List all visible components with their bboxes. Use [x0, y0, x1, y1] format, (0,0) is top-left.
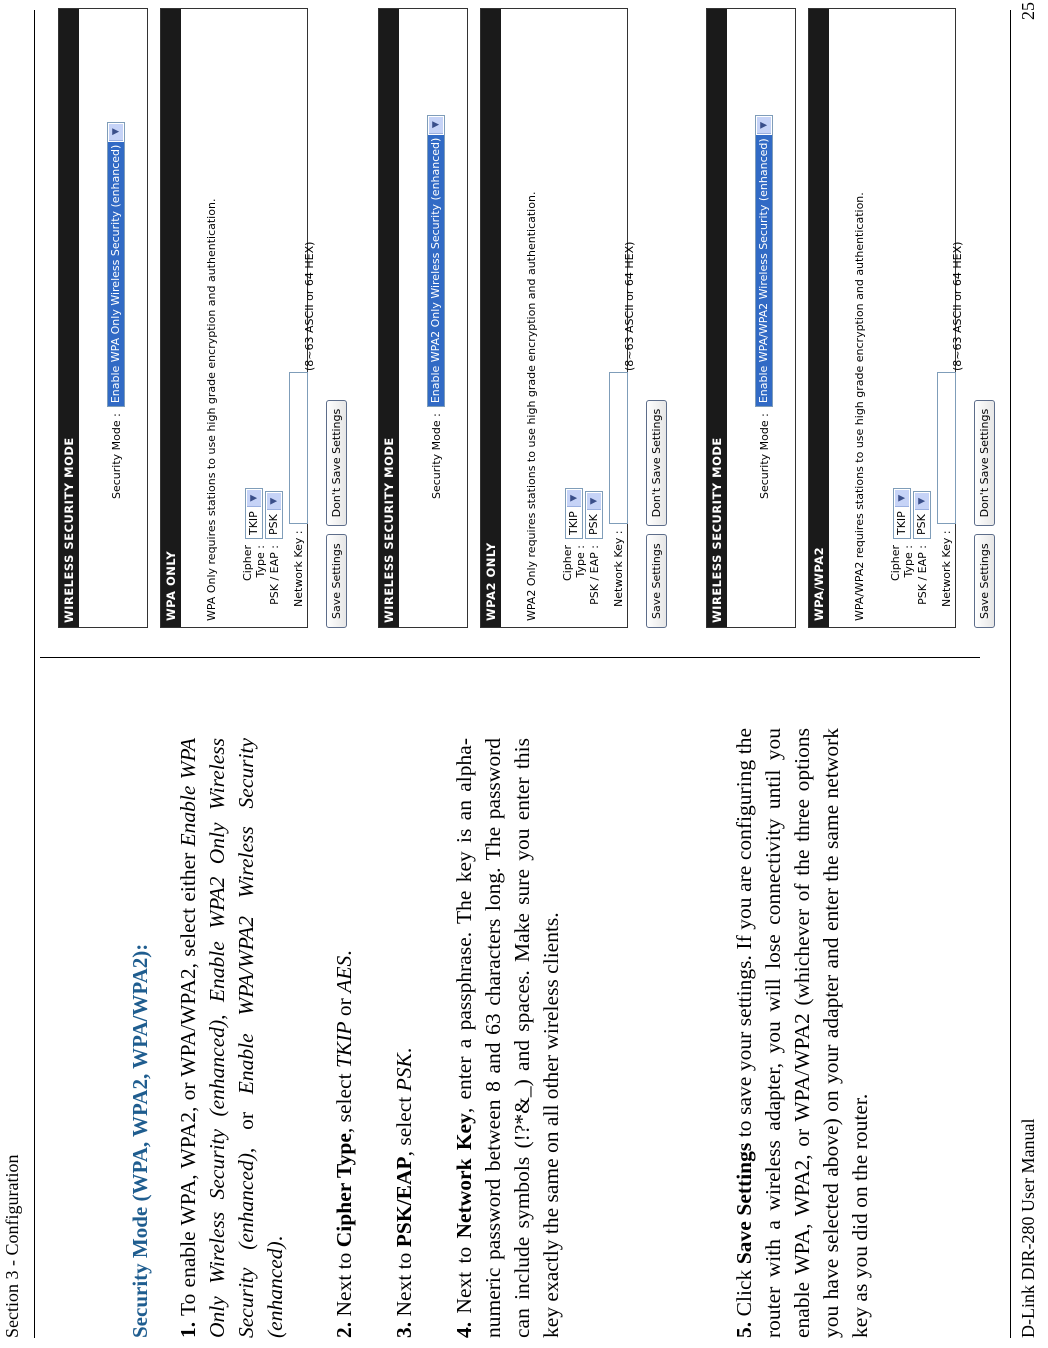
dont-save-settings-button[interactable]: Don't Save Settings — [646, 400, 667, 527]
step-1 — [174, 738, 290, 1338]
cipher-label: Cipher Type : — [889, 545, 915, 581]
wireless-security-mode-panel — [378, 8, 468, 628]
option-text: TKIP — [332, 1021, 356, 1069]
step-number: 1. — [176, 1321, 200, 1338]
psk-label: PSK / EAP : — [267, 545, 281, 605]
mode-description: WPA2 Only requires stations to use high grade encryption and authentication. — [525, 191, 538, 621]
step-number: 5. — [732, 1321, 756, 1338]
step-text: , select — [332, 1068, 356, 1134]
step-3 — [390, 738, 419, 1338]
panel-title: WIRELESS SECURITY MODE — [59, 9, 79, 627]
field-name: Cipher Type — [332, 1133, 356, 1248]
panel-title: WPA/WPA2 — [809, 9, 829, 627]
dont-save-settings-button[interactable]: Don't Save Settings — [974, 400, 995, 527]
panel-title: WIRELESS SECURITY MODE — [707, 9, 727, 627]
security-mode-row — [107, 122, 125, 499]
save-settings-button[interactable]: Save Settings — [646, 534, 667, 628]
psk-select[interactable] — [585, 491, 603, 539]
cipher-row — [889, 488, 915, 607]
step-text: Next to — [452, 1238, 476, 1314]
cipher-select[interactable] — [565, 488, 583, 539]
step-text: or — [332, 992, 356, 1022]
panel-title: WIRELESS SECURITY MODE — [379, 9, 399, 627]
chevron-down-icon: ▼ — [429, 117, 443, 134]
panel-title: WPA ONLY — [161, 9, 181, 627]
field-name: Save Settings — [732, 1142, 756, 1265]
key-hint: (8~63 ASCII or 64 HEX) — [623, 241, 636, 371]
footer-manual: D-Link DIR-280 User Manual — [1018, 1118, 1038, 1338]
step-5 — [730, 728, 875, 1338]
security-mode-value: Enable WPA2 Only Wireless Security (enhanced) — [428, 135, 444, 406]
option-text: AES — [332, 955, 356, 993]
section-title: Security Mode (WPA, WPA2, WPA/WPA2): — [128, 943, 152, 1338]
step-text: To enable WPA, WPA2, or WPA/WPA2, select either — [176, 846, 200, 1317]
cipher-value: TKIP — [247, 511, 260, 535]
button-row — [326, 400, 347, 628]
step-text: , — [205, 1002, 229, 1020]
cipher-label: Cipher Type : — [561, 545, 587, 581]
wireless-security-mode-panel — [706, 8, 796, 628]
dont-save-settings-button[interactable]: Don't Save Settings — [326, 400, 347, 527]
psk-value: PSK — [915, 514, 928, 535]
cipher-value: TKIP — [567, 511, 580, 535]
wpa-settings-panel — [160, 8, 316, 628]
step-text: . — [332, 950, 356, 956]
cipher-value: TKIP — [895, 511, 908, 535]
step-number: 2. — [332, 1321, 356, 1338]
key-row — [609, 372, 628, 607]
psk-value: PSK — [267, 514, 280, 535]
step-text: Next to — [332, 1247, 356, 1317]
header-rule — [34, 10, 35, 1338]
step-text: , or — [234, 1094, 258, 1154]
panel-title: WPA2 ONLY — [481, 9, 501, 627]
security-mode-value: Enable WPA Only Wireless Security (enhanced) — [108, 142, 124, 406]
security-mode-row — [755, 115, 773, 499]
wpa-settings-panel — [808, 8, 964, 628]
option-text: Enable WPA Only Wireless Security (enhanced) — [176, 737, 229, 1338]
psk-label: PSK / EAP : — [587, 545, 601, 605]
network-key-label: Network Key : — [612, 530, 625, 607]
chevron-down-icon: ▼ — [567, 490, 581, 507]
psk-select[interactable] — [913, 491, 931, 539]
security-mode-value: Enable WPA/WPA2 Wireless Security (enhanced) — [756, 135, 772, 406]
key-hint: (8~63 ASCII or 64 HEX) — [951, 241, 964, 371]
key-hint: (8~63 ASCII or 64 HEX) — [303, 241, 316, 371]
save-settings-button[interactable]: Save Settings — [974, 534, 995, 628]
security-mode-row — [427, 115, 445, 499]
network-key-input[interactable] — [937, 372, 956, 524]
chevron-down-icon: ▼ — [247, 490, 261, 507]
cipher-label: Cipher Type : — [241, 545, 267, 581]
footer-rule — [1010, 10, 1011, 1338]
field-name: PSK/EAP — [392, 1156, 416, 1248]
chevron-down-icon: ▼ — [895, 490, 909, 507]
mode-description: WPA/WPA2 requires stations to use high grade encryption and authentication. — [853, 192, 866, 621]
column-divider — [40, 657, 980, 658]
security-mode-select[interactable] — [107, 122, 125, 407]
security-mode-label: Security Mode : — [109, 413, 123, 499]
cipher-select[interactable] — [245, 488, 263, 539]
cipher-row — [241, 488, 267, 607]
step-text: Click — [732, 1264, 756, 1317]
step-2 — [330, 738, 359, 1338]
network-key-input[interactable] — [609, 372, 628, 524]
chevron-down-icon: ▼ — [587, 493, 601, 510]
network-key-label: Network Key : — [940, 530, 953, 607]
psk-row — [913, 491, 931, 607]
psk-row — [265, 491, 283, 607]
step-number: 3. — [392, 1321, 416, 1338]
psk-value: PSK — [587, 514, 600, 535]
step-text: . — [392, 1047, 416, 1054]
step-4 — [450, 738, 566, 1338]
chevron-down-icon: ▼ — [915, 493, 929, 510]
security-mode-label: Security Mode : — [429, 413, 443, 499]
option-text: Enable WPA/WPA2 Wireless Security (enhanced) — [234, 738, 287, 1338]
button-row — [974, 400, 995, 628]
key-row — [289, 372, 308, 607]
cipher-row — [561, 488, 587, 607]
screenshot-wpa-wpa2 — [706, 8, 991, 628]
psk-select[interactable] — [265, 491, 283, 539]
step-text: , enter a passphrase. The key is an alpha-numeric password between 8 and 63 characters long. The password can include symbols (!?*&_) and spaces. Make sure you enter this key exactly the same on all other wireless clients. — [452, 738, 563, 1338]
step-number: 4. — [452, 1321, 476, 1338]
wireless-security-mode-panel — [58, 8, 148, 628]
chevron-down-icon: ▼ — [267, 493, 281, 510]
screenshot-wpa2-only — [378, 8, 663, 628]
step-text: . — [263, 1235, 287, 1242]
chevron-down-icon: ▼ — [109, 124, 123, 141]
psk-label: PSK / EAP : — [915, 545, 929, 605]
option-text: PSK — [392, 1053, 416, 1092]
security-mode-select[interactable] — [427, 115, 445, 407]
option-text: Enable WPA2 Only Wireless Security (enhanced) — [205, 738, 258, 1338]
section-header: Section 3 - Configuration — [2, 1154, 22, 1338]
button-row — [646, 400, 667, 628]
key-row — [937, 372, 956, 607]
mode-description: WPA Only requires stations to use high grade encryption and authentication. — [205, 198, 218, 621]
wpa-settings-panel — [480, 8, 636, 628]
security-mode-label: Security Mode : — [757, 413, 771, 499]
field-name: Network Key — [452, 1113, 476, 1239]
page-number: 25 — [1018, 2, 1038, 20]
step-text: to save your settings. If you are configuring the router with a wireless adapter, you will lose connectivity until you enable WPA, WPA2, or WPA/WPA2 (whichever of the three options you have selected above) on your adapter and enter the same network key as you did on the router. — [732, 727, 872, 1338]
screenshot-wpa-only — [58, 8, 343, 628]
step-text: , select — [392, 1091, 416, 1157]
chevron-down-icon: ▼ — [757, 117, 771, 134]
network-key-label: Network Key : — [292, 530, 305, 607]
cipher-select[interactable] — [893, 488, 911, 539]
save-settings-button[interactable]: Save Settings — [326, 534, 347, 628]
security-mode-select[interactable] — [755, 115, 773, 407]
network-key-input[interactable] — [289, 372, 308, 524]
step-text: Next to — [392, 1247, 416, 1317]
psk-row — [585, 491, 603, 607]
